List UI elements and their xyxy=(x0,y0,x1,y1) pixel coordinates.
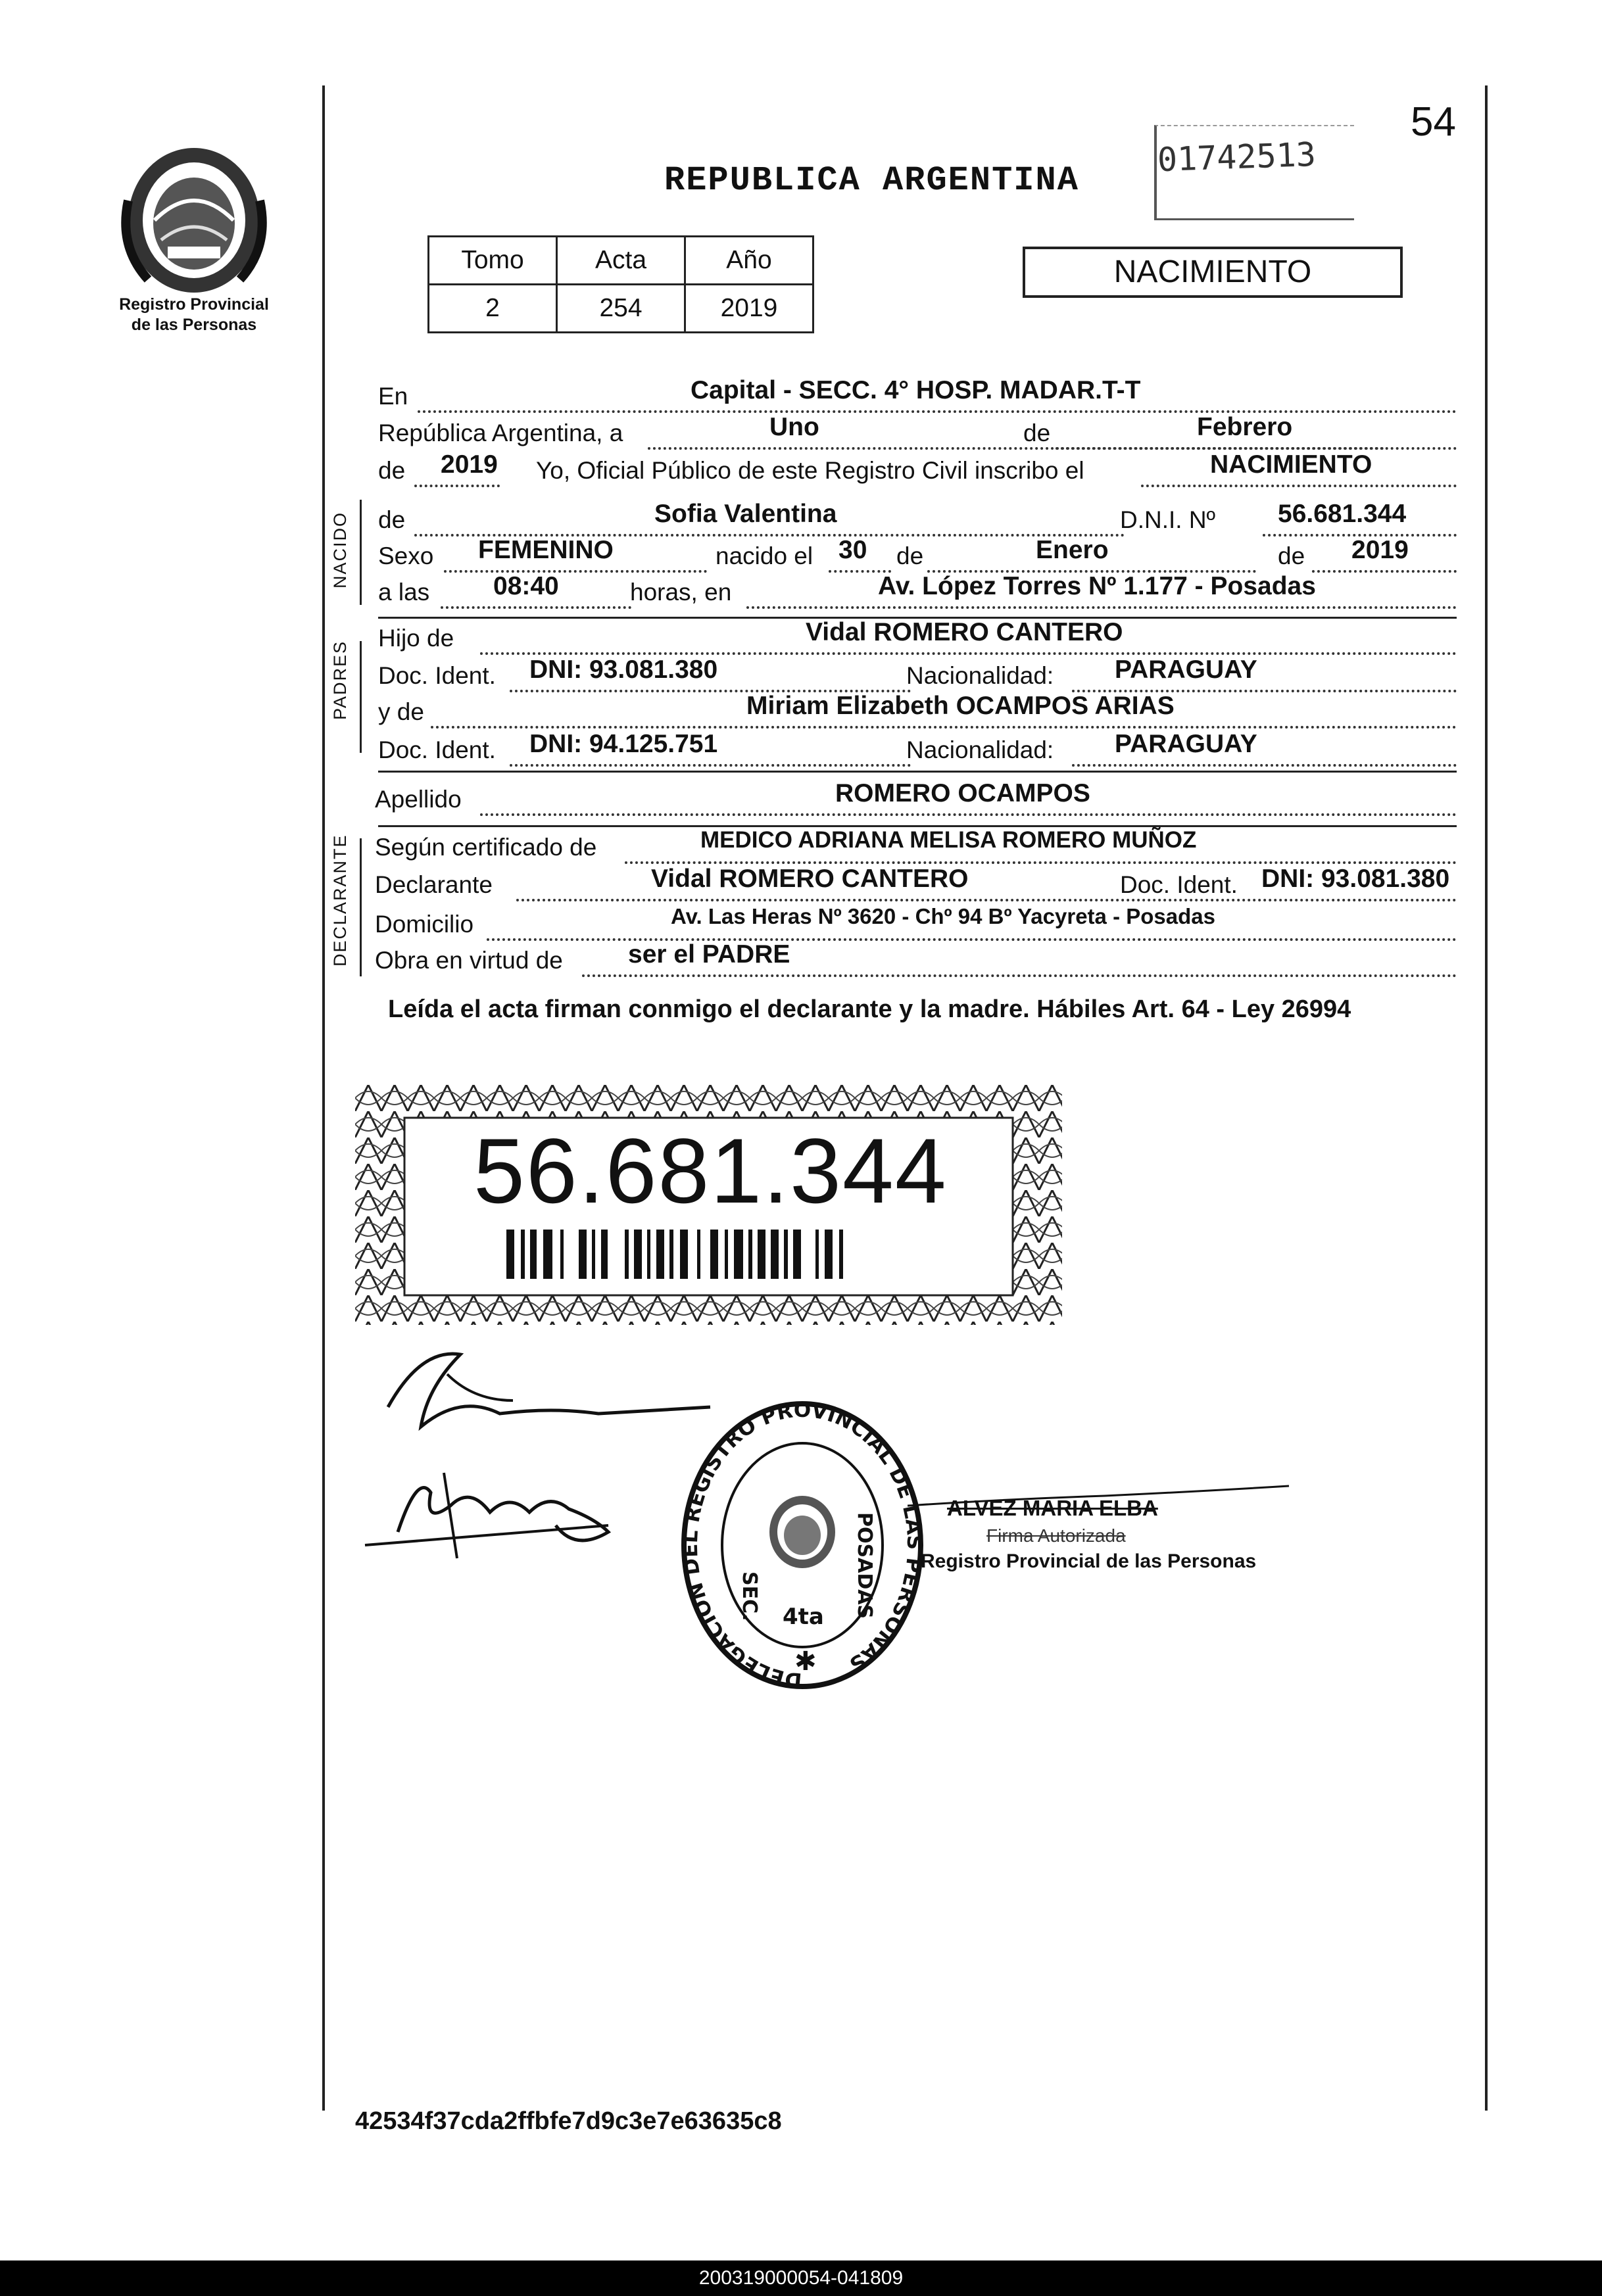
tomo-header: Tomo xyxy=(429,237,557,285)
place-value: Av. López Torres Nº 1.177 - Posadas xyxy=(878,572,1316,600)
en-label: En xyxy=(378,383,408,410)
acta-value: 254 xyxy=(557,285,685,333)
father-doc-label: Doc. Ident. xyxy=(378,662,496,689)
tomo-value: 2 xyxy=(429,285,557,333)
decl-value: Vidal ROMERO CANTERO xyxy=(651,865,969,893)
declarante-section-label: DECLARANTE xyxy=(330,834,350,967)
time-value: 08:40 xyxy=(493,572,559,600)
month-value: Febrero xyxy=(1197,413,1293,441)
father-value: Vidal ROMERO CANTERO xyxy=(806,618,1123,646)
dom-label: Domicilio xyxy=(375,911,474,938)
father-nat-value: PARAGUAY xyxy=(1115,656,1257,684)
nacido-de-label-2: de xyxy=(1273,542,1310,570)
nacido-el-label: nacido el xyxy=(710,542,818,570)
left-margin-line xyxy=(322,85,325,2111)
official-seal xyxy=(677,1394,927,1696)
hijo-label: Hijo de xyxy=(378,625,454,652)
nacido-bar xyxy=(360,500,362,605)
row-obra xyxy=(375,940,1457,981)
decl-label: Declarante xyxy=(375,871,493,898)
cert-label: Según certificado de xyxy=(375,834,597,861)
authority-name: ALVEZ MARIA ELBA xyxy=(947,1496,1158,1520)
y-de-label: y de xyxy=(378,698,424,725)
apellido-label: Apellido xyxy=(375,786,462,813)
row-declarante xyxy=(375,865,1457,905)
father-nat-label: Nacionalidad: xyxy=(901,662,1059,690)
divider-2 xyxy=(378,771,1457,773)
dom-value: Av. Las Heras Nº 3620 - Chº 94 Bº Yacyreta - Posadas xyxy=(671,904,1215,928)
anio-value: 2019 xyxy=(685,285,813,333)
cert-value: MEDICO ADRIANA MELISA ROMERO MUÑOZ xyxy=(700,827,1197,853)
registry-table xyxy=(427,235,814,333)
acta-header: Acta xyxy=(557,237,685,285)
seal-inner-bottom: 4ta xyxy=(783,1604,824,1630)
de-label-2: de xyxy=(378,457,406,484)
closing-note: Leída el acta firman conmigo el declarante y la madre. Hábiles Art. 64 - Ley 26994 xyxy=(388,995,1351,1023)
mother-value: Miriam Elizabeth OCAMPOS ARIAS xyxy=(746,692,1175,720)
padres-bar xyxy=(360,641,362,753)
apellido-value: ROMERO OCAMPOS xyxy=(835,779,1090,807)
obra-label: Obra en virtud de xyxy=(375,947,563,974)
document-title: REPUBLICA ARGENTINA xyxy=(664,161,1079,200)
birth-month-value: Enero xyxy=(1036,536,1109,564)
dni-sticker-number: 56.681.344 xyxy=(473,1119,948,1222)
rep-label: República Argentina, a xyxy=(378,419,623,446)
obra-value: ser el PADRE xyxy=(628,940,790,969)
de-label: de xyxy=(1019,419,1054,447)
page-number: 54 xyxy=(1411,99,1456,145)
mother-doc-value: DNI: 94.125.751 xyxy=(529,730,718,758)
row-certificado xyxy=(375,827,1457,868)
footer-bar: 200319000054-041809 xyxy=(0,2260,1602,2296)
padres-section-label: PADRES xyxy=(330,640,350,720)
row-en xyxy=(378,376,1457,417)
misiones-coat-of-arms-logo xyxy=(115,141,273,299)
seal-inner-left: SEC. xyxy=(738,1571,761,1621)
a-las-label: a las xyxy=(378,579,430,606)
doc-type-box: NACIMIENTO xyxy=(1023,247,1403,298)
sexo-label: Sexo xyxy=(378,542,434,569)
en-value: Capital - SECC. 4° HOSP. MADAR.T-T xyxy=(691,376,1141,404)
declarante-bar xyxy=(360,838,362,976)
anio-header: Año xyxy=(685,237,813,285)
nacido-section-label: NACIDO xyxy=(330,511,350,588)
mother-doc-label: Doc. Ident. xyxy=(378,736,496,763)
row-inscribo xyxy=(378,450,1457,491)
row-mother-doc xyxy=(378,730,1457,771)
document-hash: 42534f37cda2ffbfe7d9c3e7e63635c8 xyxy=(355,2107,782,2135)
dni-value: 56.681.344 xyxy=(1278,500,1407,528)
authority-office: Registro Provincial de las Personas xyxy=(921,1550,1257,1572)
name-value: Sofia Valentina xyxy=(654,500,837,528)
row-hora xyxy=(378,572,1457,613)
day-value: Uno xyxy=(769,413,819,441)
mother-nat-value: PARAGUAY xyxy=(1115,730,1257,758)
mother-signature xyxy=(358,1447,700,1571)
year-value: 2019 xyxy=(441,450,498,479)
birth-year-value: 2019 xyxy=(1351,536,1409,564)
row-domicilio xyxy=(375,904,1457,945)
row-mother xyxy=(378,692,1457,732)
registro-provincial-label: Registro Provincial de las Personas xyxy=(119,295,269,334)
sexo-value: FEMENINO xyxy=(478,536,614,564)
decl-doc-value: DNI: 93.081.380 xyxy=(1261,865,1450,893)
declarant-signature xyxy=(381,1335,723,1447)
row-fecha xyxy=(378,413,1457,454)
seal-ring-text: DELEGACION DEL REGISTRO PROVINCIAL DE LAS PERSONAS xyxy=(678,1398,927,1692)
tipo-value: NACIMIENTO xyxy=(1210,450,1372,479)
father-doc-value: DNI: 93.081.380 xyxy=(529,656,718,684)
dni-label: D.N.I. Nº xyxy=(1115,506,1221,534)
mother-nat-label: Nacionalidad: xyxy=(901,736,1059,764)
row-hijo xyxy=(378,618,1457,659)
horas-label: horas, en xyxy=(625,579,737,606)
right-margin-line xyxy=(1485,85,1488,2111)
row-apellido xyxy=(375,779,1457,820)
decl-doc-label: Doc. Ident. xyxy=(1115,871,1243,899)
official-text: Yo, Oficial Público de este Registro Civil inscribo el xyxy=(536,457,1084,484)
serial-number: 01742513 xyxy=(1157,135,1317,179)
birth-day-value: 30 xyxy=(838,536,867,564)
seal-star-icon: ✱ xyxy=(794,1646,817,1677)
authority-title: Firma Autorizada xyxy=(986,1525,1126,1546)
seal-inner-right: POSADAS xyxy=(853,1512,876,1619)
nombre-de-label: de xyxy=(378,506,406,533)
nacido-de-label: de xyxy=(891,542,929,570)
